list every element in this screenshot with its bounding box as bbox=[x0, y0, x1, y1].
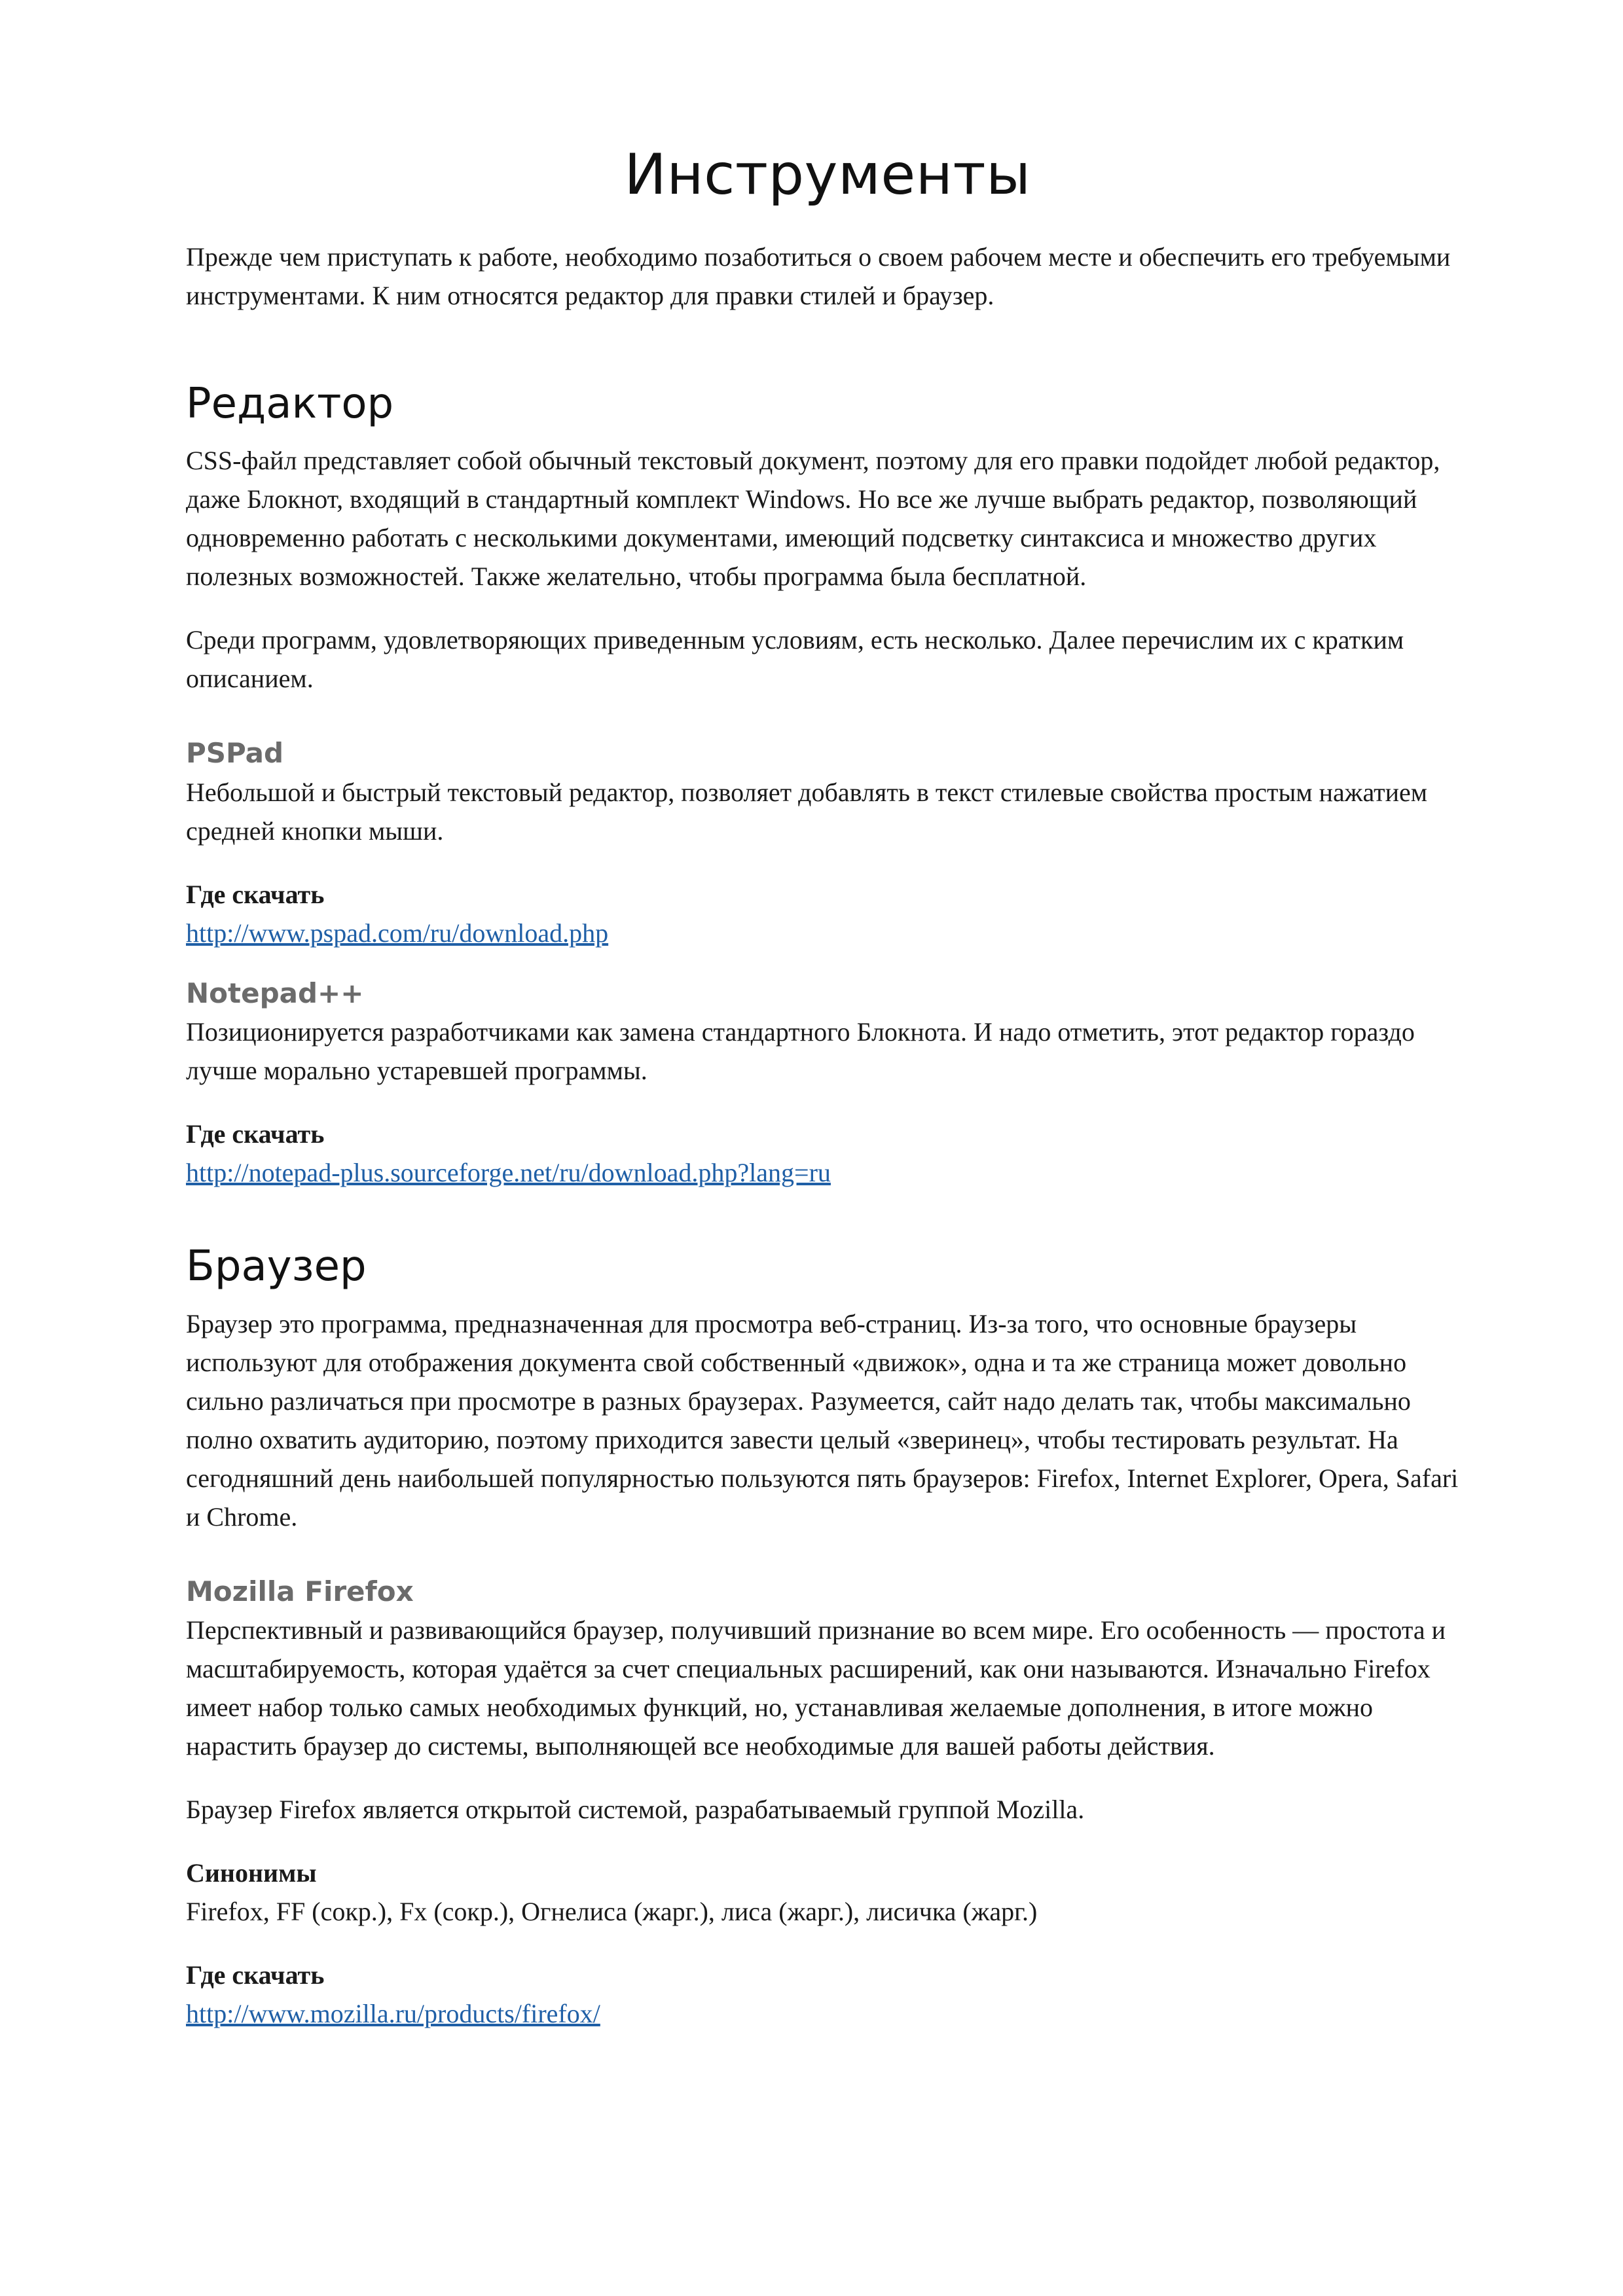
download-block bbox=[186, 875, 1469, 952]
download-block bbox=[186, 1115, 1469, 1192]
browser-section bbox=[186, 1243, 1469, 2033]
download-label: Где скачать bbox=[186, 879, 325, 909]
editor-section bbox=[186, 380, 1469, 1192]
editor-item-name: PSPad bbox=[186, 737, 284, 770]
synonyms-label: Синонимы bbox=[186, 1857, 317, 1888]
editor-item-notepadpp bbox=[186, 977, 1469, 1192]
editor-item-name: Notepad++ bbox=[186, 977, 364, 1009]
download-block bbox=[186, 1956, 1469, 2033]
browser-item-name: Mozilla Firefox bbox=[186, 1575, 414, 1607]
firefox-download-link[interactable]: http://www.mozilla.ru/products/firefox/ bbox=[186, 1998, 600, 2028]
editor-item-description: Позиционируется разработчиками как замена стандартного Блокнота. И надо отметить, этот редактор гораздо лучше морально устаревшей программы. bbox=[186, 1016, 1415, 1085]
editor-paragraph: CSS-файл представляет собой обычный текстовый документ, поэтому для его правки подойдет любой редактор, даже Блокнот, входящий в стандартный комплект Windows. Но все же лучше выбрать редактор, позволяющий одновременно работать с несколькими документами, имеющий подсветку синтаксиса и множество других полезных возможностей. Также желательно, чтобы программа была бесплатной. bbox=[186, 446, 1440, 592]
browser-paragraph: Браузер это программа, предназначенная для просмотра веб-страниц. Из-за того, что основные браузеры используют для отображения документа свой собственный «движок», одна и та же страница может довольно сильно различаться при просмотре в разных браузерах. Разумеется, сайт надо делать так, чтобы максимально полно охватить аудиторию, поэтому приходится завести целый «зверинец», чтобы тестировать результат. На сегодняшний день наибольшей популярностью пользуются пять браузеров: Firefox, Internet Explorer, Opera, Safari и Chrome. bbox=[186, 1308, 1459, 1532]
synonyms-block bbox=[186, 1854, 1469, 1931]
document-page bbox=[186, 144, 1469, 2058]
firefox-paragraph: Перспективный и развивающийся браузер, получивший признание во всем мире. Его особенность — простота и масштабируемость, которая удаётся за счет специальных расширений, как они называются. Изначально Firefox имеет набор только самых необходимых функций, но, устанавливая желаемые дополнения, в итоге можно нарастить браузер до системы, выполняющей все необходимые для вашей работы действия. bbox=[186, 1615, 1446, 1761]
intro-paragraph: Прежде чем приступать к работе, необходимо позаботиться о своем рабочем месте и обеспечить его требуемыми инструментами. К ним относятся редактор для правки стилей и браузер. bbox=[186, 242, 1451, 310]
download-label: Где скачать bbox=[186, 1960, 325, 1990]
notepadpp-download-link[interactable]: http://notepad-plus.sourceforge.net/ru/download.php?lang=ru bbox=[186, 1157, 831, 1187]
editor-paragraph: Среди программ, удовлетворяющих приведенным условиям, есть несколько. Далее перечислим их с кратким описанием. bbox=[186, 625, 1404, 694]
editor-heading: Редактор bbox=[186, 379, 394, 428]
editor-item-description: Небольшой и быстрый текстовый редактор, позволяет добавлять в текст стилевые свойства простым нажатием средней кнопки мыши. bbox=[186, 777, 1428, 846]
page-title: Инструменты bbox=[624, 142, 1031, 207]
editor-item-pspad bbox=[186, 737, 1469, 952]
pspad-download-link[interactable]: http://www.pspad.com/ru/download.php bbox=[186, 918, 609, 948]
firefox-paragraph: Браузер Firefox является открытой системой, разрабатываемый группой Mozilla. bbox=[186, 1794, 1085, 1824]
browser-item-firefox bbox=[186, 1575, 1469, 2033]
download-label: Где скачать bbox=[186, 1119, 325, 1149]
synonyms-text: Firefox, FF (сокр.), Fx (сокр.), Огнелиса (жарг.), лиса (жарг.), лисичка (жарг.) bbox=[186, 1896, 1038, 1926]
browser-heading: Браузер bbox=[186, 1242, 367, 1291]
